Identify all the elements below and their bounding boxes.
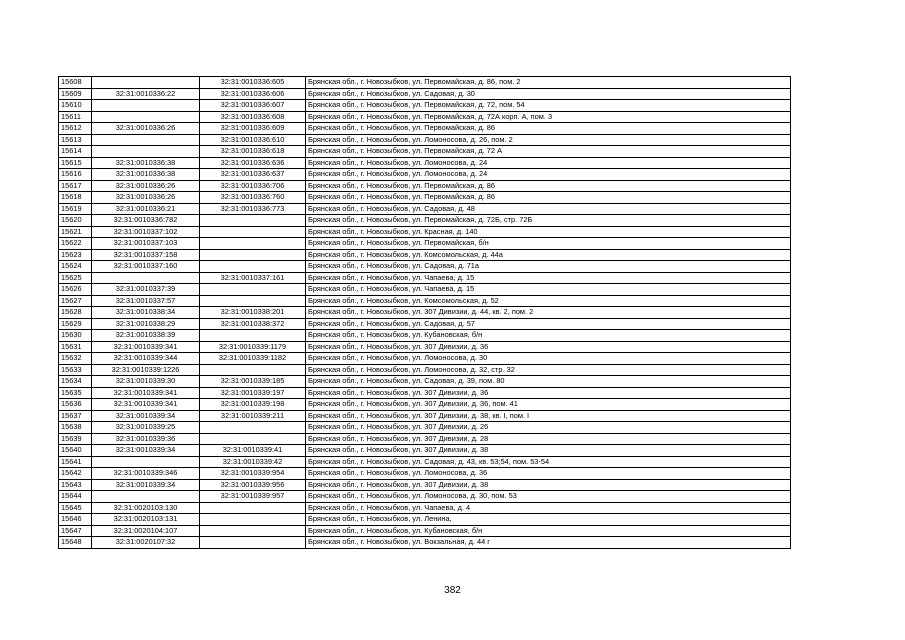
parcel-cadastral-cell: 32:31:0010336:26 bbox=[92, 123, 200, 135]
address-cell: Брянская обл., г. Новозыбков, ул. 307 Дивизии, д. 26 bbox=[306, 422, 791, 434]
parcel-cadastral-cell: 32:31:0010339:25 bbox=[92, 422, 200, 434]
row-number-cell: 15630 bbox=[59, 330, 92, 342]
parcel-cadastral-cell bbox=[92, 100, 200, 112]
object-cadastral-cell: 32:31:0010336:606 bbox=[200, 88, 306, 100]
row-number-cell: 15625 bbox=[59, 272, 92, 284]
parcel-cadastral-cell bbox=[92, 491, 200, 503]
address-cell: Брянская обл., г. Новозыбков, ул. 307 Дивизии, д. 38 bbox=[306, 445, 791, 457]
address-cell: Брянская обл., г. Новозыбков, ул. Ломоносова, д. 24 bbox=[306, 157, 791, 169]
parcel-cadastral-cell bbox=[92, 111, 200, 123]
parcel-cadastral-cell: 32:31:0010339:34 bbox=[92, 445, 200, 457]
table-row bbox=[59, 445, 791, 457]
table-row bbox=[59, 192, 791, 204]
object-cadastral-cell bbox=[200, 422, 306, 434]
object-cadastral-cell bbox=[200, 261, 306, 273]
table-row bbox=[59, 180, 791, 192]
row-number-cell: 15646 bbox=[59, 514, 92, 526]
row-number-cell: 15626 bbox=[59, 284, 92, 296]
object-cadastral-cell: 32:31:0010339:211 bbox=[200, 410, 306, 422]
object-cadastral-cell: 32:31:0010339:1179 bbox=[200, 341, 306, 353]
table-row bbox=[59, 537, 791, 549]
address-cell: Брянская обл., г. Новозыбков, ул. Садовая, д. 48 bbox=[306, 203, 791, 215]
address-cell: Брянская обл., г. Новозыбков, ул. 307 Дивизии, д. 28 bbox=[306, 433, 791, 445]
object-cadastral-cell bbox=[200, 238, 306, 250]
row-number-cell: 15624 bbox=[59, 261, 92, 273]
row-number-cell: 15635 bbox=[59, 387, 92, 399]
table-row bbox=[59, 525, 791, 537]
object-cadastral-cell bbox=[200, 226, 306, 238]
parcel-cadastral-cell bbox=[92, 146, 200, 158]
address-cell: Брянская обл., г. Новозыбков, ул. Первомайская, д. 72 А bbox=[306, 146, 791, 158]
row-number-cell: 15619 bbox=[59, 203, 92, 215]
object-cadastral-cell bbox=[200, 502, 306, 514]
parcel-cadastral-cell: 32:31:0010339:341 bbox=[92, 341, 200, 353]
parcel-cadastral-cell: 32:31:0020104:107 bbox=[92, 525, 200, 537]
object-cadastral-cell: 32:31:0010336:610 bbox=[200, 134, 306, 146]
row-number-cell: 15610 bbox=[59, 100, 92, 112]
table-row bbox=[59, 456, 791, 468]
row-number-cell: 15609 bbox=[59, 88, 92, 100]
row-number-cell: 15628 bbox=[59, 307, 92, 319]
parcel-cadastral-cell bbox=[92, 134, 200, 146]
table-row bbox=[59, 433, 791, 445]
parcel-cadastral-cell: 32:31:0010339:346 bbox=[92, 468, 200, 480]
table-row bbox=[59, 261, 791, 273]
table-row bbox=[59, 123, 791, 135]
row-number-cell: 15608 bbox=[59, 77, 92, 89]
table-row bbox=[59, 502, 791, 514]
object-cadastral-cell bbox=[200, 525, 306, 537]
object-cadastral-cell: 32:31:0010336:608 bbox=[200, 111, 306, 123]
table-row bbox=[59, 422, 791, 434]
address-cell: Брянская обл., г. Новозыбков, ул. Ломоносова, д. 24 bbox=[306, 169, 791, 181]
row-number-cell: 15614 bbox=[59, 146, 92, 158]
row-number-cell: 15641 bbox=[59, 456, 92, 468]
address-cell: Брянская обл., г. Новозыбков, ул. Садовая, д. 30 bbox=[306, 88, 791, 100]
row-number-cell: 15629 bbox=[59, 318, 92, 330]
object-cadastral-cell: 32:31:0010339:197 bbox=[200, 387, 306, 399]
table-row bbox=[59, 157, 791, 169]
object-cadastral-cell: 32:31:0010339:42 bbox=[200, 456, 306, 468]
row-number-cell: 15643 bbox=[59, 479, 92, 491]
table-row bbox=[59, 491, 791, 503]
parcel-cadastral-cell: 32:31:0020103:131 bbox=[92, 514, 200, 526]
row-number-cell: 15638 bbox=[59, 422, 92, 434]
address-cell: Брянская обл., г. Новозыбков, ул. Чапаева, д. 15 bbox=[306, 284, 791, 296]
parcel-cadastral-cell: 32:31:0010336:782 bbox=[92, 215, 200, 227]
parcel-cadastral-cell: 32:31:0010337:103 bbox=[92, 238, 200, 250]
object-cadastral-cell: 32:31:0010336:605 bbox=[200, 77, 306, 89]
table-row bbox=[59, 169, 791, 181]
object-cadastral-cell: 32:31:0010336:760 bbox=[200, 192, 306, 204]
address-cell: Брянская обл., г. Новозыбков, ул. Чапаева, д. 4 bbox=[306, 502, 791, 514]
row-number-cell: 15644 bbox=[59, 491, 92, 503]
row-number-cell: 15611 bbox=[59, 111, 92, 123]
row-number-cell: 15639 bbox=[59, 433, 92, 445]
object-cadastral-cell: 32:31:0010339:1182 bbox=[200, 353, 306, 365]
object-cadastral-cell: 32:31:0010337:161 bbox=[200, 272, 306, 284]
address-cell: Брянская обл., г. Новозыбков, ул. Ленина, bbox=[306, 514, 791, 526]
row-number-cell: 15633 bbox=[59, 364, 92, 376]
object-cadastral-cell bbox=[200, 215, 306, 227]
object-cadastral-cell: 32:31:0010336:773 bbox=[200, 203, 306, 215]
address-cell: Брянская обл., г. Новозыбков, ул. Ломоносова, д. 36 bbox=[306, 468, 791, 480]
page-number: 382 bbox=[444, 585, 461, 596]
address-cell: Брянская обл., г. Новозыбков, ул. Вокзальная, д. 44 г bbox=[306, 537, 791, 549]
parcel-cadastral-cell bbox=[92, 272, 200, 284]
object-cadastral-cell bbox=[200, 295, 306, 307]
table-row bbox=[59, 514, 791, 526]
row-number-cell: 15636 bbox=[59, 399, 92, 411]
address-cell: Брянская обл., г. Новозыбков, ул. Садовая, д. 43, кв. 53;54, пом. 53-54 bbox=[306, 456, 791, 468]
row-number-cell: 15620 bbox=[59, 215, 92, 227]
address-cell: Брянская обл., г. Новозыбков, ул. Чапаева, д. 15 bbox=[306, 272, 791, 284]
object-cadastral-cell: 32:31:0010336:609 bbox=[200, 123, 306, 135]
table-row bbox=[59, 100, 791, 112]
address-cell: Брянская обл., г. Новозыбков, ул. 307 Дивизии, д. 38 bbox=[306, 479, 791, 491]
row-number-cell: 15648 bbox=[59, 537, 92, 549]
address-cell: Брянская обл., г. Новозыбков, ул. Ломоносова, д. 30, пом. 53 bbox=[306, 491, 791, 503]
parcel-cadastral-cell: 32:31:0010339:1226 bbox=[92, 364, 200, 376]
row-number-cell: 15640 bbox=[59, 445, 92, 457]
table-row bbox=[59, 387, 791, 399]
table-row bbox=[59, 203, 791, 215]
table-row bbox=[59, 307, 791, 319]
table-row bbox=[59, 226, 791, 238]
object-cadastral-cell: 32:31:0010339:41 bbox=[200, 445, 306, 457]
row-number-cell: 15613 bbox=[59, 134, 92, 146]
table-row bbox=[59, 376, 791, 388]
row-number-cell: 15612 bbox=[59, 123, 92, 135]
parcel-cadastral-cell bbox=[92, 77, 200, 89]
row-number-cell: 15627 bbox=[59, 295, 92, 307]
row-number-cell: 15642 bbox=[59, 468, 92, 480]
table-row bbox=[59, 284, 791, 296]
parcel-cadastral-cell: 32:31:0010339:30 bbox=[92, 376, 200, 388]
parcel-cadastral-cell: 32:31:0010336:26 bbox=[92, 192, 200, 204]
property-table bbox=[58, 76, 791, 549]
address-cell: Брянская обл., г. Новозыбков, ул. Ломоносова, д. 26, пом. 2 bbox=[306, 134, 791, 146]
table-row bbox=[59, 295, 791, 307]
table-row bbox=[59, 330, 791, 342]
object-cadastral-cell: 32:31:0010336:706 bbox=[200, 180, 306, 192]
object-cadastral-cell bbox=[200, 330, 306, 342]
address-cell: Брянская обл., г. Новозыбков, ул. Первомайская, д. 86, пом. 2 bbox=[306, 77, 791, 89]
parcel-cadastral-cell: 32:31:0010338:34 bbox=[92, 307, 200, 319]
table-row bbox=[59, 134, 791, 146]
table-row bbox=[59, 238, 791, 250]
parcel-cadastral-cell: 32:31:0020103:130 bbox=[92, 502, 200, 514]
parcel-cadastral-cell: 32:31:0010337:158 bbox=[92, 249, 200, 261]
object-cadastral-cell: 32:31:0010338:201 bbox=[200, 307, 306, 319]
table-row bbox=[59, 111, 791, 123]
parcel-cadastral-cell bbox=[92, 456, 200, 468]
object-cadastral-cell: 32:31:0010336:607 bbox=[200, 100, 306, 112]
table-row bbox=[59, 353, 791, 365]
row-number-cell: 15634 bbox=[59, 376, 92, 388]
table-row bbox=[59, 272, 791, 284]
address-cell: Брянская обл., г. Новозыбков, ул. Комсомольская, д. 44а bbox=[306, 249, 791, 261]
parcel-cadastral-cell: 32:31:0010336:21 bbox=[92, 203, 200, 215]
object-cadastral-cell: 32:31:0010339:957 bbox=[200, 491, 306, 503]
address-cell: Брянская обл., г. Новозыбков, ул. Кубановская, б/н bbox=[306, 525, 791, 537]
object-cadastral-cell bbox=[200, 433, 306, 445]
row-number-cell: 15632 bbox=[59, 353, 92, 365]
address-cell: Брянская обл., г. Новозыбков, ул. Первомайская, д. 72А корп. А, пом. 3 bbox=[306, 111, 791, 123]
parcel-cadastral-cell: 32:31:0010336:38 bbox=[92, 169, 200, 181]
object-cadastral-cell bbox=[200, 249, 306, 261]
table-row bbox=[59, 77, 791, 89]
address-cell: Брянская обл., г. Новозыбков, ул. Первомайская, д. 72, пом. 54 bbox=[306, 100, 791, 112]
row-number-cell: 15647 bbox=[59, 525, 92, 537]
parcel-cadastral-cell: 32:31:0020107:32 bbox=[92, 537, 200, 549]
row-number-cell: 15622 bbox=[59, 238, 92, 250]
parcel-cadastral-cell: 32:31:0010337:39 bbox=[92, 284, 200, 296]
table-row bbox=[59, 146, 791, 158]
object-cadastral-cell: 32:31:0010339:185 bbox=[200, 376, 306, 388]
parcel-cadastral-cell: 32:31:0010338:29 bbox=[92, 318, 200, 330]
parcel-cadastral-cell: 32:31:0010339:341 bbox=[92, 387, 200, 399]
table-row bbox=[59, 399, 791, 411]
address-cell: Брянская обл., г. Новозыбков, ул. 307 Дивизии, д. 38, кв. I, пом. I bbox=[306, 410, 791, 422]
parcel-cadastral-cell: 32:31:0010337:102 bbox=[92, 226, 200, 238]
address-cell: Брянская обл., г. Новозыбков, ул. 307 Дивизии, д. 36, пом. 41 bbox=[306, 399, 791, 411]
object-cadastral-cell bbox=[200, 514, 306, 526]
address-cell: Брянская обл., г. Новозыбков, ул. Комсомольская, д. 52 bbox=[306, 295, 791, 307]
table-row bbox=[59, 249, 791, 261]
object-cadastral-cell: 32:31:0010339:198 bbox=[200, 399, 306, 411]
row-number-cell: 15617 bbox=[59, 180, 92, 192]
address-cell: Брянская обл., г. Новозыбков, ул. Первомайская, д. 86 bbox=[306, 180, 791, 192]
row-number-cell: 15645 bbox=[59, 502, 92, 514]
table-row bbox=[59, 468, 791, 480]
address-cell: Брянская обл., г. Новозыбков, ул. Первомайская, д. 86 bbox=[306, 192, 791, 204]
parcel-cadastral-cell: 32:31:0010339:344 bbox=[92, 353, 200, 365]
table-row bbox=[59, 479, 791, 491]
address-cell: Брянская обл., г. Новозыбков, ул. Ломоносова, д. 30 bbox=[306, 353, 791, 365]
parcel-cadastral-cell: 32:31:0010336:26 bbox=[92, 180, 200, 192]
parcel-cadastral-cell: 32:31:0010338:39 bbox=[92, 330, 200, 342]
parcel-cadastral-cell: 32:31:0010336:38 bbox=[92, 157, 200, 169]
address-cell: Брянская обл., г. Новозыбков, ул. Первомайская, д. 72Б, стр. 72Б bbox=[306, 215, 791, 227]
object-cadastral-cell bbox=[200, 537, 306, 549]
address-cell: Брянская обл., г. Новозыбков, ул. 307 Дивизии, д. 44, кв. 2, пом. 2 bbox=[306, 307, 791, 319]
row-number-cell: 15637 bbox=[59, 410, 92, 422]
table-row bbox=[59, 410, 791, 422]
address-cell: Брянская обл., г. Новозыбков, ул. Красная, д. 140 bbox=[306, 226, 791, 238]
object-cadastral-cell: 32:31:0010336:637 bbox=[200, 169, 306, 181]
address-cell: Брянская обл., г. Новозыбков, ул. Кубановская, б/н bbox=[306, 330, 791, 342]
address-cell: Брянская обл., г. Новозыбков, ул. Первомайская, д. 86 bbox=[306, 123, 791, 135]
parcel-cadastral-cell: 32:31:0010337:57 bbox=[92, 295, 200, 307]
object-cadastral-cell: 32:31:0010336:618 bbox=[200, 146, 306, 158]
object-cadastral-cell bbox=[200, 364, 306, 376]
row-number-cell: 15621 bbox=[59, 226, 92, 238]
row-number-cell: 15615 bbox=[59, 157, 92, 169]
row-number-cell: 15618 bbox=[59, 192, 92, 204]
parcel-cadastral-cell: 32:31:0010336:22 bbox=[92, 88, 200, 100]
table-row bbox=[59, 341, 791, 353]
object-cadastral-cell: 32:31:0010339:954 bbox=[200, 468, 306, 480]
table-row bbox=[59, 215, 791, 227]
parcel-cadastral-cell: 32:31:0010337:160 bbox=[92, 261, 200, 273]
row-number-cell: 15631 bbox=[59, 341, 92, 353]
object-cadastral-cell: 32:31:0010336:636 bbox=[200, 157, 306, 169]
row-number-cell: 15623 bbox=[59, 249, 92, 261]
table-row bbox=[59, 318, 791, 330]
parcel-cadastral-cell: 32:31:0010339:36 bbox=[92, 433, 200, 445]
address-cell: Брянская обл., г. Новозыбков, ул. 307 Дивизии, д. 36 bbox=[306, 387, 791, 399]
address-cell: Брянская обл., г. Новозыбков, ул. Ломоносова, д. 32, стр. 32 bbox=[306, 364, 791, 376]
object-cadastral-cell: 32:31:0010338:372 bbox=[200, 318, 306, 330]
parcel-cadastral-cell: 32:31:0010339:34 bbox=[92, 410, 200, 422]
address-cell: Брянская обл., г. Новозыбков, ул. Первомайская, б/н bbox=[306, 238, 791, 250]
object-cadastral-cell: 32:31:0010339:956 bbox=[200, 479, 306, 491]
address-cell: Брянская обл., г. Новозыбков, ул. 307 Дивизии, д. 36 bbox=[306, 341, 791, 353]
row-number-cell: 15616 bbox=[59, 169, 92, 181]
object-cadastral-cell bbox=[200, 284, 306, 296]
table-row bbox=[59, 364, 791, 376]
table-body bbox=[59, 77, 791, 549]
address-cell: Брянская обл., г. Новозыбков, ул. Садовая, д. 71а bbox=[306, 261, 791, 273]
table-row bbox=[59, 88, 791, 100]
parcel-cadastral-cell: 32:31:0010339:34 bbox=[92, 479, 200, 491]
address-cell: Брянская обл., г. Новозыбков, ул. Садовая, д. 57 bbox=[306, 318, 791, 330]
parcel-cadastral-cell: 32:31:0010339:341 bbox=[92, 399, 200, 411]
address-cell: Брянская обл., г. Новозыбков, ул. Садовая, д. 39, пом. 80 bbox=[306, 376, 791, 388]
